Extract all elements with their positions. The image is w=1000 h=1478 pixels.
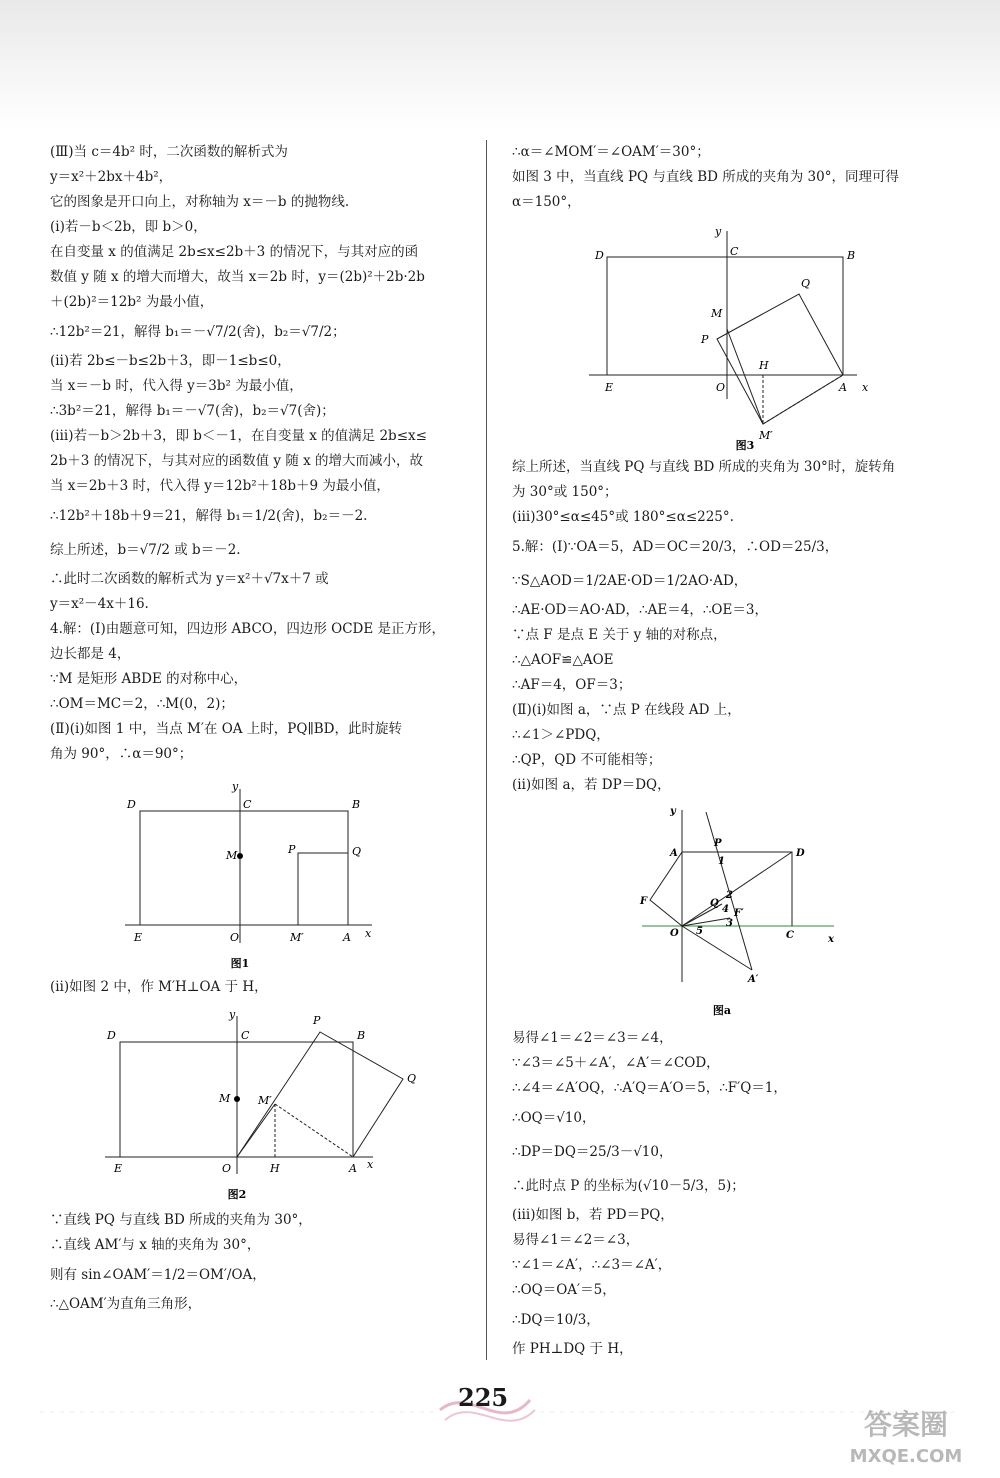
label-q: Q bbox=[407, 1072, 417, 1085]
text-line: ＋(2b)²＝12b² 为最小值， bbox=[50, 294, 214, 310]
rectangle-abde bbox=[607, 257, 843, 375]
label-a: A bbox=[343, 931, 351, 944]
label-o: O bbox=[222, 1162, 232, 1175]
label-p: P bbox=[313, 1014, 321, 1027]
text-line: 当 x＝2b＋3 时，代入得 y＝12b²＋18b＋9 为最小值， bbox=[50, 478, 390, 494]
label-p: P bbox=[288, 843, 296, 856]
square-pq bbox=[298, 853, 348, 925]
right-column bbox=[512, 140, 952, 1362]
text-line: 2b＋3 的情况下，与其对应的函数值 y 随 x 的增大而减小，故 bbox=[50, 453, 424, 469]
text-line: y＝x²－4x＋16. bbox=[50, 596, 149, 612]
text-line: ∴AE·OD＝AO·AD，∴AE＝4，∴OE＝3， bbox=[512, 602, 768, 618]
label-o: O bbox=[716, 381, 726, 394]
text-line: (Ⅲ)当 c＝4b² 时，二次函数的解析式为 bbox=[50, 144, 288, 160]
text-line: ∵M 是矩形 ABDE 的对称中心， bbox=[50, 671, 248, 687]
label-b: B bbox=[352, 798, 361, 811]
text-line: 综上所述，当直线 PQ 与直线 BD 所成的夹角为 30°时，旋转角 bbox=[512, 459, 896, 475]
label-m: M bbox=[219, 1092, 231, 1105]
text-line: ∵点 F 是点 E 关于 y 轴的对称点， bbox=[512, 627, 727, 643]
left-column bbox=[50, 140, 470, 1317]
text-line: (ⅱ)若 2b≤－b≤2b＋3，即－1≤b≤0， bbox=[50, 353, 291, 369]
label-d: D bbox=[107, 1029, 116, 1042]
text-line: 为 30°或 150°； bbox=[512, 484, 618, 500]
label-x: x bbox=[828, 934, 834, 945]
label-q: Q bbox=[801, 277, 811, 290]
text-line: ∴∠1＞∠PDQ， bbox=[512, 727, 610, 743]
text-line: ∴OQ＝OA′＝5， bbox=[512, 1282, 616, 1298]
label-angle-2: 2 bbox=[726, 890, 733, 901]
text-line: (ⅱ)如图 a，若 DP＝DQ， bbox=[512, 777, 671, 793]
label-angle-3: 3 bbox=[726, 918, 733, 929]
text-line: ∴DQ＝10/3， bbox=[512, 1312, 600, 1328]
text-line: ∴△AOF≌△AOE bbox=[512, 652, 614, 668]
label-y: y bbox=[232, 780, 239, 793]
label-p: P bbox=[701, 333, 709, 346]
text-line: ∴直线 AM′与 x 轴的夹角为 30°， bbox=[50, 1237, 261, 1253]
rectangle-abde bbox=[140, 811, 348, 925]
text-line: ∴QP，QD 不可能相等； bbox=[512, 752, 662, 768]
label-angle-1: 1 bbox=[718, 856, 725, 867]
text-line: ∴3b²＝21，解得 b₁＝－√7(舍)，b₂＝√7(舍)； bbox=[50, 403, 335, 419]
rotated-square bbox=[717, 294, 843, 424]
text-line: ∵S△AOD＝1/2AE·OD＝1/2AO·AD， bbox=[512, 573, 748, 589]
text-line: ∴此时点 P 的坐标为(√10－5/3，5)； bbox=[512, 1178, 745, 1194]
text-line: 它的图象是开口向上，对称轴为 x＝－b 的抛物线. bbox=[50, 194, 350, 210]
label-m-prime: M′ bbox=[258, 1094, 272, 1107]
text-line: ∴此时二次函数的解析式为 y＝x²＋√7x＋7 或 bbox=[50, 571, 329, 587]
text-line: ∴△OAM′为直角三角形， bbox=[50, 1296, 202, 1312]
page-top-shade bbox=[0, 0, 1000, 130]
column-divider bbox=[486, 140, 487, 1360]
label-m-prime: M′ bbox=[290, 931, 304, 944]
label-y: y bbox=[715, 225, 722, 238]
text-line: ∴DP＝DQ＝25/3－√10， bbox=[512, 1144, 673, 1160]
text-line: 综上所述，b＝√7/2 或 b＝－2. bbox=[50, 542, 241, 558]
label-e: E bbox=[114, 1162, 123, 1175]
text-line: 5.解：(Ⅰ)∵OA＝5，AD＝OC＝20/3，∴OD＝25/3， bbox=[512, 539, 839, 555]
label-h: H bbox=[759, 359, 769, 372]
watermark-top-text: 答案圈 bbox=[863, 1408, 949, 1441]
figure-1 bbox=[110, 771, 410, 971]
label-f: F bbox=[640, 896, 648, 907]
text-line: (ⅱ)如图 2 中，作 M′H⊥OA 于 H， bbox=[50, 979, 268, 995]
label-h: H bbox=[270, 1162, 280, 1175]
text-line: (ⅲ)30°≤α≤45°或 180°≤α≤225°. bbox=[512, 509, 734, 525]
figure-3 bbox=[577, 219, 887, 451]
text-line: y＝x²＋2bx＋4b²， bbox=[50, 169, 173, 185]
watermark-logo bbox=[826, 1402, 986, 1472]
figure-caption: 图3 bbox=[735, 439, 755, 451]
label-x: x bbox=[367, 1158, 374, 1171]
label-p: P bbox=[714, 838, 722, 849]
label-c: C bbox=[243, 798, 252, 811]
text-line: 4.解：(Ⅰ)由题意可知，四边形 ABCO，四边形 OCDE 是正方形， bbox=[50, 621, 446, 637]
text-line: (Ⅱ)(ⅰ)如图 a，∵点 P 在线段 AD 上， bbox=[512, 702, 741, 718]
label-c: C bbox=[241, 1029, 250, 1042]
text-line: 易得∠1＝∠2＝∠3， bbox=[512, 1232, 640, 1248]
label-c: C bbox=[786, 930, 794, 941]
label-d: D bbox=[796, 848, 805, 859]
figure-2 bbox=[95, 1004, 425, 1204]
text-line: α＝150°， bbox=[512, 194, 581, 210]
label-m: M bbox=[711, 307, 723, 320]
text-line: 在自变量 x 的值满足 2b≤x≤2b＋3 的情况下，与其对应的函 bbox=[50, 244, 419, 260]
label-x: x bbox=[365, 927, 372, 940]
text-line: (ⅰ)若－b＜2b，即 b＞0， bbox=[50, 219, 207, 235]
text-line: 边长都是 4， bbox=[50, 646, 131, 662]
point-m bbox=[237, 853, 243, 859]
label-angle-5: 5 bbox=[696, 926, 703, 937]
text-line: 作 PH⊥DQ 于 H， bbox=[512, 1341, 633, 1357]
label-a: A bbox=[349, 1162, 357, 1175]
text-line: 数值 y 随 x 的增大而增大，故当 x＝2b 时，y＝(2b)²＋2b·2b bbox=[50, 269, 425, 285]
figure-caption: 图a bbox=[712, 1004, 732, 1017]
point-m bbox=[234, 1096, 240, 1102]
label-y: y bbox=[670, 806, 676, 817]
label-c: C bbox=[730, 245, 739, 258]
label-e: E bbox=[134, 931, 143, 944]
text-line: 易得∠1＝∠2＝∠3＝∠4， bbox=[512, 1030, 673, 1046]
text-line: ∴∠4＝∠A′OQ，∴A′Q＝A′O＝5，∴F′Q＝1， bbox=[512, 1080, 787, 1096]
label-f-prime: F′ bbox=[734, 908, 744, 919]
text-line: ∴AF＝4，OF＝3； bbox=[512, 677, 632, 693]
label-e: E bbox=[605, 381, 614, 394]
text-line: ∴OM＝MC＝2，∴M(0，2)； bbox=[50, 696, 234, 712]
text-line: ∵∠1＝∠A′，∴∠3＝∠A′， bbox=[512, 1257, 672, 1273]
label-d: D bbox=[127, 798, 136, 811]
label-y: y bbox=[229, 1008, 236, 1021]
text-line: ∴12b²＋18b＋9＝21，解得 b₁＝1/2(舍)，b₂＝－2. bbox=[50, 508, 368, 524]
label-m-prime: M′ bbox=[759, 429, 773, 442]
text-line: (ⅲ)若－b＞2b＋3，即 b＜－1，在自变量 x 的值满足 2b≤x≤ bbox=[50, 428, 427, 444]
figure-caption: 图2 bbox=[227, 1188, 247, 1201]
triangle-afo bbox=[650, 852, 682, 926]
label-a-prime: A′ bbox=[748, 974, 759, 985]
label-d: D bbox=[595, 249, 604, 262]
label-o: O bbox=[670, 928, 679, 939]
text-line: (Ⅱ)(ⅰ)如图 1 中，当点 M′在 OA 上时，PQ∥BD，此时旋转 bbox=[50, 721, 402, 737]
text-line: ∵直线 PQ 与直线 BD 所成的夹角为 30°， bbox=[50, 1212, 312, 1228]
page-number: 225 bbox=[458, 1383, 509, 1412]
text-line: 如图 3 中，当直线 PQ 与直线 BD 所成的夹角为 30°，同理可得 bbox=[512, 169, 899, 185]
label-a: A bbox=[839, 381, 847, 394]
text-line: ∴12b²＝21，解得 b₁＝－√7/2(舍)，b₂＝√7/2； bbox=[50, 324, 346, 340]
text-line: ∵∠3＝∠5＋∠A′，∠A′＝∠COD， bbox=[512, 1055, 720, 1071]
text-line: 则有 sin∠OAM′＝1/2＝OM′/OA， bbox=[50, 1267, 266, 1283]
figure-caption: 图1 bbox=[230, 957, 250, 970]
label-b: B bbox=[357, 1029, 366, 1042]
watermark-bottom-text: MXQE.COM bbox=[849, 1446, 963, 1467]
label-q: Q bbox=[352, 845, 362, 858]
text-line: ∴α＝∠MOM′＝∠OAM′＝30°； bbox=[512, 144, 710, 160]
text-line: ∴OQ＝√10， bbox=[512, 1110, 596, 1126]
figure-a bbox=[622, 802, 842, 1022]
label-a: A bbox=[670, 848, 678, 859]
label-q: Q bbox=[710, 898, 719, 909]
text-line: 当 x＝－b 时，代入得 y＝3b² 为最小值， bbox=[50, 378, 303, 394]
label-angle-4: 4 bbox=[722, 904, 729, 915]
label-x: x bbox=[862, 381, 869, 394]
text-line: (ⅲ)如图 b，若 PD＝PQ， bbox=[512, 1207, 674, 1223]
label-o: O bbox=[230, 931, 240, 944]
label-b: B bbox=[847, 249, 856, 262]
label-m: M bbox=[226, 849, 238, 862]
text-line: 角为 90°，∴α＝90°； bbox=[50, 746, 193, 762]
